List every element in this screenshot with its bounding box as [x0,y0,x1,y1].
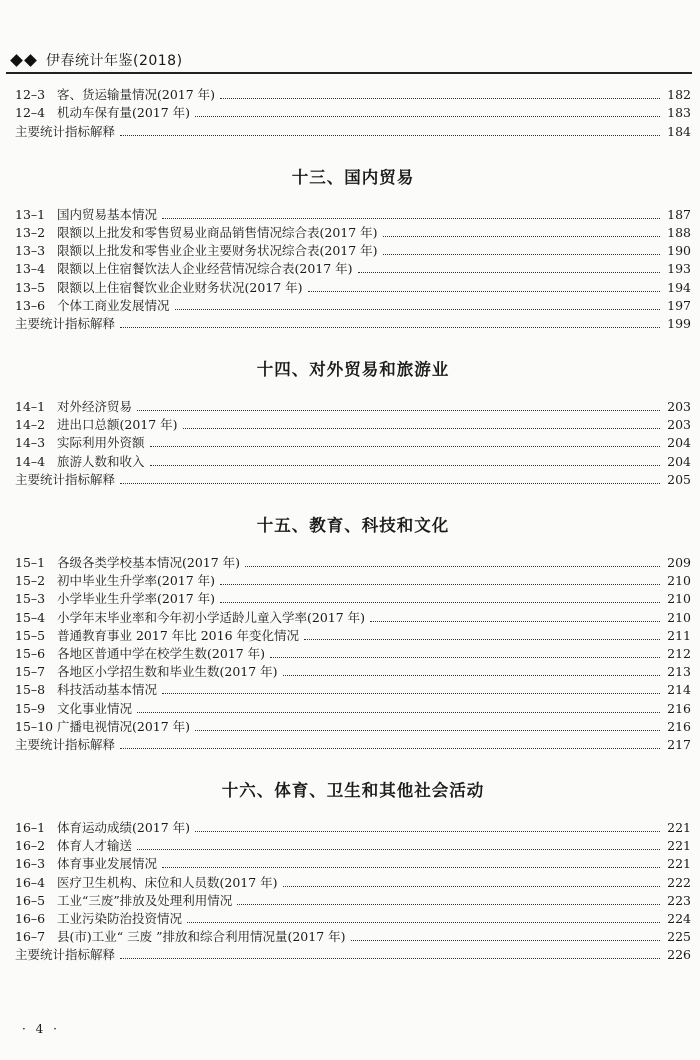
section-heading: 十三、国内贸易 [291,167,415,187]
dot-leader [304,639,660,640]
dot-leader [195,831,660,832]
entry-title: 主要统计指标解释 [15,123,116,139]
entry-page: 184 [667,123,691,139]
toc-entry[interactable] [15,416,691,434]
dot-leader [162,218,660,219]
entry-title: 工业“三废”排放及处理利用情况 [57,892,233,908]
entry-title: 文化事业情况 [57,700,133,716]
dot-leader [195,116,660,117]
toc-entry[interactable] [15,242,691,260]
toc-notes-entry[interactable] [15,946,691,964]
entry-title: 广播电视情况(2017 年) [57,718,191,734]
header-title: 伊春统计年鉴(2018) [46,53,183,69]
entry-page: 213 [667,664,691,680]
entry-title: 小学年末毕业率和今年初小学适龄儿童入学率(2017 年) [57,609,366,625]
entry-title: 主要统计指标解释 [15,947,116,963]
header-rule [6,72,692,74]
dot-leader [351,940,660,941]
toc-notes-entry[interactable] [15,471,691,489]
dot-leader [120,483,660,484]
toc-entry[interactable] [15,718,691,736]
table-of-contents [15,86,691,964]
entry-page: 188 [667,224,691,240]
toc-entry[interactable] [15,910,691,928]
dot-leader [162,693,660,694]
entry-page: 217 [667,736,691,752]
entry-number: 13–4 [15,261,46,277]
toc-notes-entry[interactable] [15,736,691,754]
dot-leader [162,867,660,868]
entry-page: 221 [667,838,691,854]
dot-leader [187,922,660,923]
entry-page: 199 [667,315,691,331]
dot-leader [283,675,660,676]
toc-entry[interactable] [15,554,691,572]
toc-entry[interactable] [15,873,691,891]
toc-entry[interactable] [15,398,691,416]
entry-number: 15–8 [15,682,46,698]
entry-title: 客、货运输量情况(2017 年) [57,87,216,103]
entry-title: 初中毕业生升学率(2017 年) [57,573,216,589]
entry-title: 进出口总额(2017 年) [57,417,178,433]
dot-leader [183,428,660,429]
entry-title: 限额以上住宿餐饮业企业财务状况(2017 年) [57,279,303,295]
dot-leader [150,446,660,447]
toc-entry[interactable] [15,224,691,242]
entry-page: 224 [667,911,691,926]
toc-entry[interactable] [15,837,691,855]
page-number: · 4 · [22,1022,60,1036]
entry-title: 体育事业发展情况 [57,856,158,872]
toc-entry[interactable] [15,434,691,452]
toc-entry[interactable] [15,627,691,645]
entry-number: 16–2 [15,838,46,854]
entry-title: 主要统计指标解释 [15,471,116,487]
dot-leader [195,730,660,731]
toc-entry[interactable] [15,572,691,590]
entry-title: 普通教育事业 2017 年比 2016 年变化情况 [57,627,300,643]
toc-entry[interactable] [15,260,691,278]
dot-leader [220,584,660,585]
dot-leader [175,309,660,310]
entry-title: 限额以上批发和零售贸易业商品销售情况综合表(2017 年) [57,224,378,240]
entry-title: 科技活动基本情况 [57,682,158,698]
dot-leader [383,236,660,237]
entry-title: 体育运动成绩(2017 年) [57,820,191,836]
diamond-bullet-icon [10,54,23,67]
entry-number: 16–3 [15,856,46,872]
entry-number: 12–4 [15,105,46,121]
entry-number: 13–2 [15,224,46,240]
toc-entry[interactable] [15,590,691,608]
dot-leader [137,849,660,850]
toc-entry[interactable] [15,104,691,122]
entry-title: 县(市)工业“ 三废 ”排放和综合利用情况量(2017 年) [57,929,346,945]
dot-leader [120,327,660,328]
entry-page: 210 [667,591,691,607]
entry-page: 225 [667,929,691,945]
entry-title: 对外经济贸易 [57,399,133,415]
entry-number: 13–5 [15,279,46,295]
entry-number: 16–7 [15,929,46,945]
toc-entry[interactable] [15,452,691,470]
entry-title: 医疗卫生机构、床位和人员数(2017 年) [57,874,278,890]
entry-page: 209 [667,555,691,570]
entry-page: 210 [667,609,691,625]
dot-leader [245,566,660,567]
entry-number: 15–3 [15,591,46,607]
toc-entry[interactable] [15,681,691,699]
toc-notes-entry[interactable] [15,315,691,333]
entry-number: 15–4 [15,609,46,625]
section-heading: 十五、教育、科技和文化 [256,515,450,535]
entry-page: 203 [667,399,691,415]
toc-entry[interactable] [15,278,691,296]
entry-title: 个体工商业发展情况 [57,297,170,313]
entry-number: 15–2 [15,573,46,589]
entry-page: 183 [667,105,691,121]
entry-title: 国内贸易基本情况 [57,206,158,222]
entry-page: 190 [667,243,691,259]
toc-entry[interactable] [15,297,691,315]
entry-title: 限额以上住宿餐饮法人企业经营情况综合表(2017 年) [57,261,353,277]
entry-number: 14–3 [15,435,46,451]
entry-page: 187 [667,206,691,222]
entry-number: 15–9 [15,700,46,716]
dot-leader [120,748,660,749]
entry-title: 实际利用外资额 [57,435,145,451]
toc-entry[interactable] [15,855,691,873]
entry-page: 222 [667,874,691,890]
entry-page: 210 [667,573,691,589]
dot-leader [220,98,660,99]
entry-title: 各地区小学招生数和毕业生数(2017 年) [57,664,278,680]
section-heading: 十六、体育、卫生和其他社会活动 [221,780,485,800]
running-header [8,50,692,70]
dot-leader [120,135,660,136]
entry-number: 15–1 [15,555,46,570]
entry-title: 各级各类学校基本情况(2017 年) [57,555,241,570]
entry-number: 13–1 [15,206,46,222]
dot-leader [283,886,660,887]
entry-page: 223 [667,892,691,908]
toc-entry[interactable] [15,645,691,663]
toc-notes-entry[interactable] [15,122,691,140]
dot-leader [137,410,660,411]
entry-number: 15–6 [15,645,46,661]
entry-page: 221 [667,820,691,836]
entry-page: 204 [667,453,691,469]
entry-number: 15–10 [15,718,54,734]
toc-entry[interactable] [15,699,691,717]
entry-title: 小学毕业生升学率(2017 年) [57,591,216,607]
entry-page: 226 [667,947,691,963]
entry-number: 13–3 [15,243,46,259]
entry-page: 212 [667,645,691,661]
entry-page: 182 [667,87,691,103]
entry-page: 216 [667,718,691,734]
diamond-bullet-icon [24,54,37,67]
entry-number: 16–1 [15,820,46,836]
entry-title: 工业污染防治投资情况 [57,911,183,926]
entry-number: 12–3 [15,87,46,103]
toc-entry[interactable] [15,819,691,837]
dot-leader [137,712,660,713]
entry-title: 旅游人数和收入 [57,453,145,469]
entry-number: 13–6 [15,297,46,313]
entry-page: 203 [667,417,691,433]
entry-number: 16–4 [15,874,46,890]
entry-page: 204 [667,435,691,451]
entry-page: 197 [667,297,691,313]
entry-title: 主要统计指标解释 [15,736,116,752]
toc-entry[interactable] [15,608,691,626]
dot-leader [358,272,660,273]
entry-number: 16–5 [15,892,46,908]
dot-leader [270,657,660,658]
entry-title: 机动车保有量(2017 年) [57,105,191,121]
entry-title: 限额以上批发和零售业企业主要财务状况综合表(2017 年) [57,243,378,259]
entry-page: 211 [667,627,691,643]
entry-page: 221 [667,856,691,872]
dot-leader [370,621,660,622]
dot-leader [220,602,660,603]
entry-title: 体育人才输送 [57,838,133,854]
section-heading: 十四、对外贸易和旅游业 [256,359,450,379]
entry-page: 194 [667,279,691,295]
dot-leader [237,904,660,905]
entry-number: 15–5 [15,627,46,643]
entry-page: 214 [667,682,691,698]
entry-number: 14–4 [15,453,46,469]
entry-page: 216 [667,700,691,716]
entry-page: 193 [667,261,691,277]
entry-title: 主要统计指标解释 [15,315,116,331]
entry-number: 15–7 [15,664,46,680]
entry-number: 16–6 [15,911,46,926]
entry-number: 14–1 [15,399,46,415]
entry-page: 205 [667,471,691,487]
dot-leader [120,958,660,959]
dot-leader [150,465,660,466]
toc-entry[interactable] [15,663,691,681]
dot-leader [383,254,660,255]
entry-number: 14–2 [15,417,46,433]
entry-title: 各地区普通中学在校学生数(2017 年) [57,645,266,661]
toc-entry[interactable] [15,206,691,224]
toc-entry[interactable] [15,928,691,946]
toc-entry[interactable] [15,86,691,104]
toc-entry[interactable] [15,892,691,910]
dot-leader [308,291,660,292]
